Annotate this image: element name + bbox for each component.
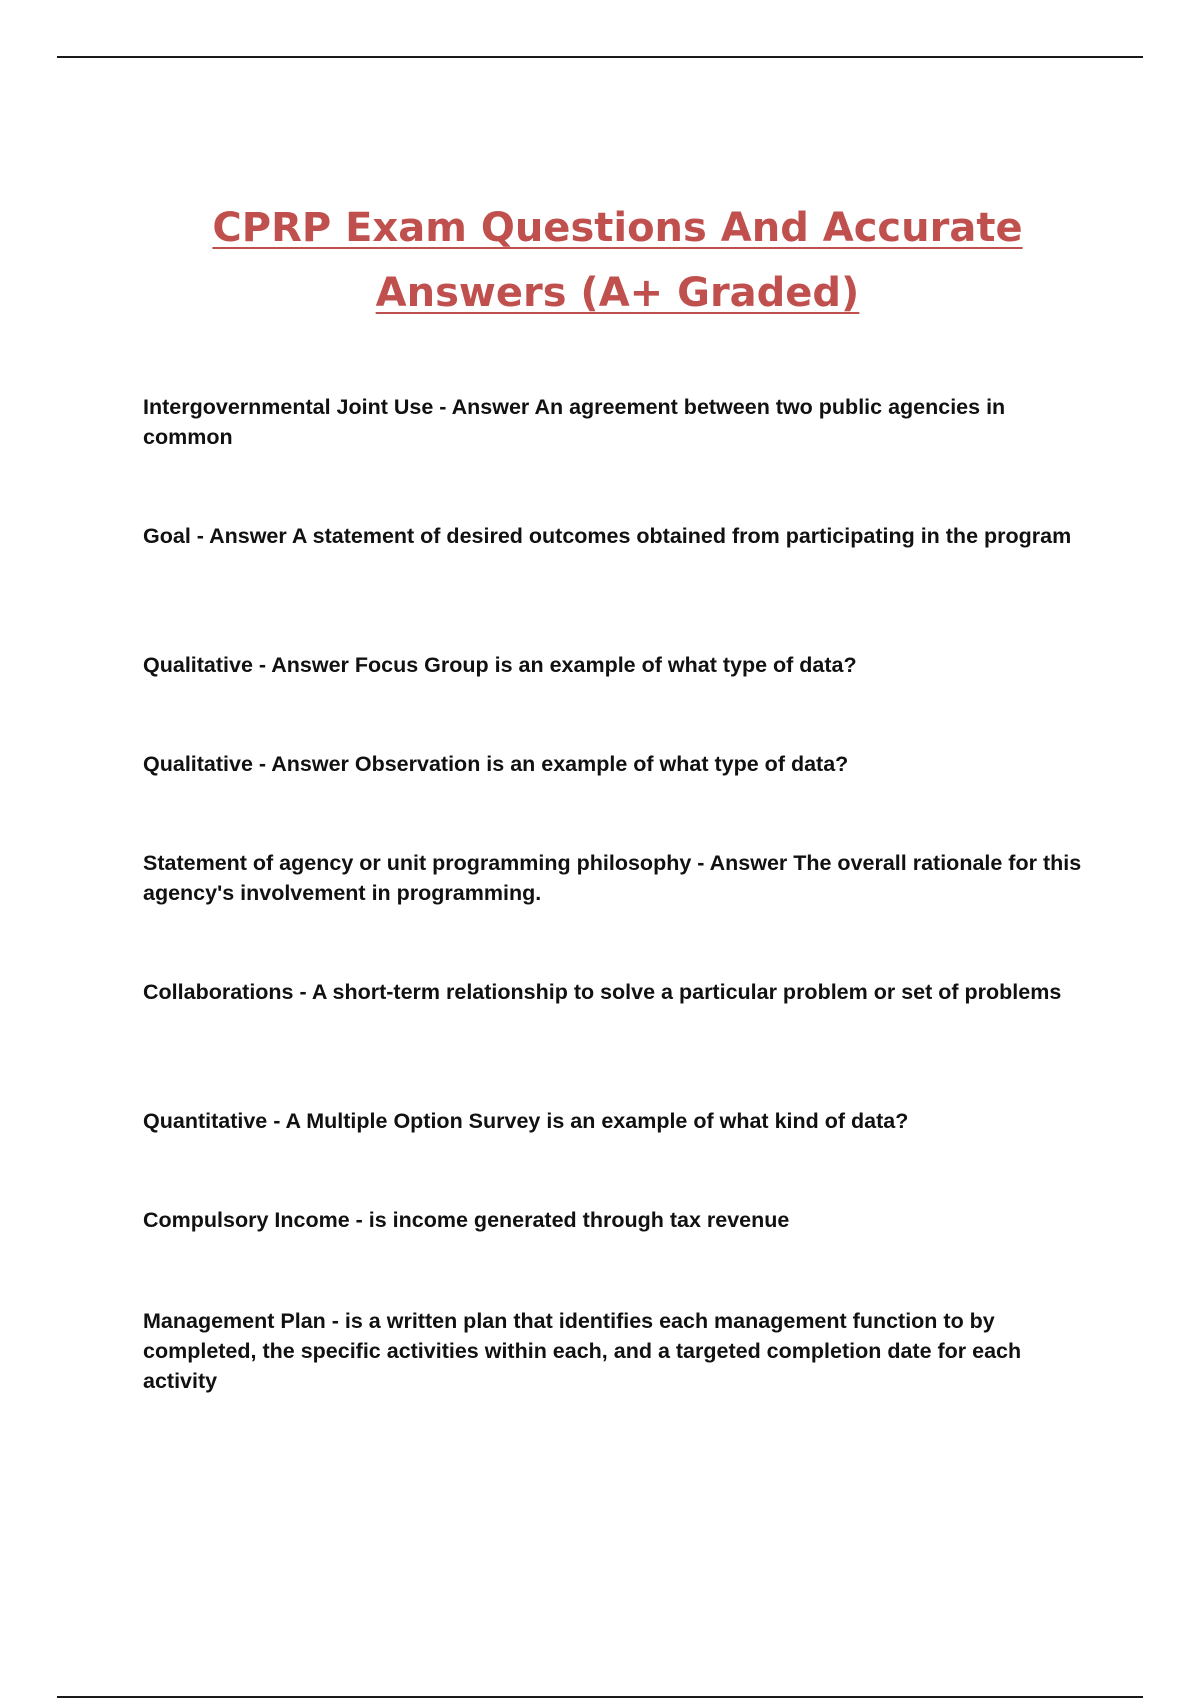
top-rule [57,56,1143,58]
qa-item: Management Plan - is a written plan that identifies each management function to by completed, the specific activities within each, and a targeted completion date for each activity [143,1309,1022,1393]
qa-item: Compulsory Income - is income generated through tax revenue [143,1208,790,1232]
title-line-2: Answers (A+ Graded) [375,270,860,316]
qa-item: Qualitative - Answer Observation is an example of what type of data? [143,752,849,776]
qa-item: Goal - Answer A statement of desired outcomes obtained from participating in the program [143,524,1072,548]
qa-item: Intergovernmental Joint Use - Answer An agreement between two public agencies in common [143,395,1006,449]
qa-item: Quantitative - A Multiple Option Survey is an example of what kind of data? [143,1109,909,1133]
title-line-1: CPRP Exam Questions And Accurate [212,205,1023,251]
page-title [100,196,1135,326]
bottom-rule [57,1696,1143,1698]
qa-item: Collaborations - A short-term relationship to solve a particular problem or set of problems [143,980,1062,1004]
qa-item: Qualitative - Answer Focus Group is an example of what type of data? [143,653,857,677]
qa-item: Statement of agency or unit programming philosophy - Answer The overall rationale for this agency's involvement in programming. [143,851,1082,905]
